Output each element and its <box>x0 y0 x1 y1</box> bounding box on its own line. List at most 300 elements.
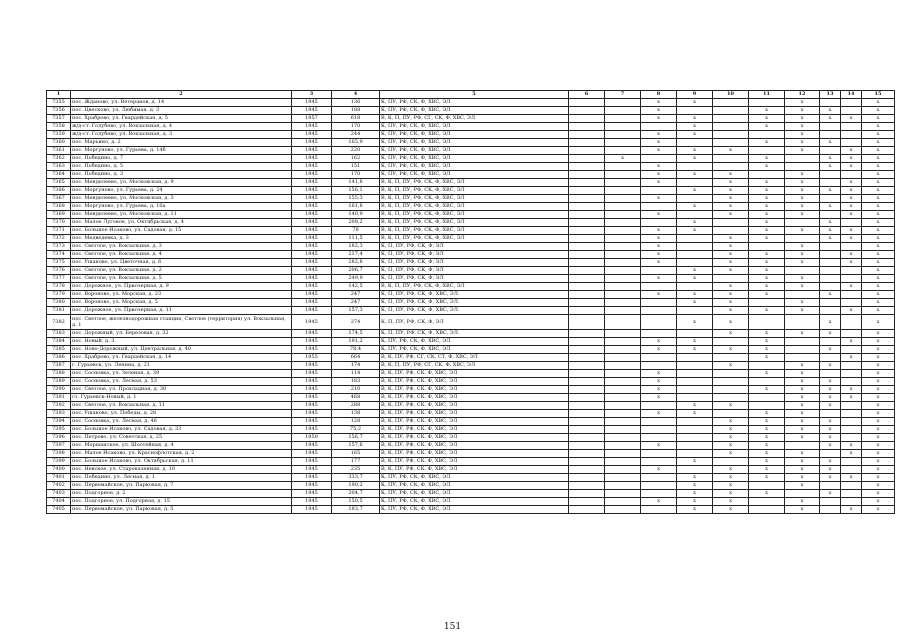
mark-cell <box>605 474 641 482</box>
mark-cell: x <box>862 187 895 195</box>
area-cell: 78,4 <box>332 346 380 354</box>
area-cell: 468 <box>332 394 380 402</box>
mark-cell <box>605 243 641 251</box>
systems-cell: К, ПУ, РФ, СК, Ф, ХВС, ЭЛ <box>380 147 569 155</box>
row-number-cell: 7375 <box>47 259 71 267</box>
mark-cell <box>841 410 862 418</box>
mark-cell <box>785 354 820 362</box>
area-cell: 155,3 <box>332 195 380 203</box>
mark-cell: x <box>749 490 785 498</box>
year-cell: 1945 <box>292 195 332 203</box>
mark-cell: x <box>641 338 677 346</box>
systems-cell: В, К, ПУ, РФ, СК, Ф, ХВС, ЭЛ <box>380 434 569 442</box>
mark-cell <box>841 362 862 370</box>
mark-cell: x <box>841 450 862 458</box>
mark-cell: x <box>841 115 862 123</box>
mark-cell <box>677 394 713 402</box>
mark-cell <box>569 251 605 259</box>
mark-cell <box>820 179 841 187</box>
mark-cell: x <box>641 227 677 235</box>
year-cell: 1945 <box>292 259 332 267</box>
mark-cell <box>820 147 841 155</box>
mark-cell <box>841 275 862 283</box>
mark-cell <box>569 203 605 211</box>
mark-cell <box>677 235 713 243</box>
mark-cell <box>605 386 641 394</box>
mark-cell <box>820 354 841 362</box>
row-number-cell: 7365 <box>47 179 71 187</box>
mark-cell: x <box>820 490 841 498</box>
systems-cell: К, П, ПУ, РФ, СК, Ф, ЭЛ <box>380 243 569 251</box>
year-cell: 1945 <box>292 187 332 195</box>
mark-cell: x <box>820 362 841 370</box>
mark-cell <box>749 482 785 490</box>
mark-cell: x <box>862 227 895 235</box>
mark-cell: x <box>749 410 785 418</box>
mark-cell <box>605 362 641 370</box>
area-cell: 190,2 <box>332 482 380 490</box>
mark-cell: x <box>785 498 820 506</box>
mark-cell: x <box>677 155 713 163</box>
mark-cell <box>677 243 713 251</box>
systems-cell: К, ПУ, РФ, СК, Ф, ХВС, ЭЛ <box>380 155 569 163</box>
mark-cell: x <box>785 283 820 291</box>
year-cell: 1945 <box>292 410 332 418</box>
mark-cell: x <box>677 299 713 307</box>
mark-cell <box>605 163 641 171</box>
mark-cell: x <box>749 283 785 291</box>
mark-cell: x <box>785 426 820 434</box>
year-cell: 1945 <box>292 123 332 131</box>
mark-cell <box>605 378 641 386</box>
area-cell: 140,9 <box>332 211 380 219</box>
table-row <box>47 219 895 227</box>
systems-cell: В, К, П, ПУ, РФ, СК, Ф, ХВС, ЭЛ <box>380 227 569 235</box>
mark-cell <box>569 490 605 498</box>
row-number-cell: 7377 <box>47 275 71 283</box>
mark-cell: x <box>841 195 862 203</box>
mark-cell: x <box>677 227 713 235</box>
mark-cell <box>749 171 785 179</box>
mark-cell <box>820 450 841 458</box>
area-cell: 157,3 <box>332 307 380 315</box>
area-cell: 618 <box>332 115 380 123</box>
mark-cell: x <box>862 482 895 490</box>
mark-cell <box>605 402 641 410</box>
mark-cell <box>841 378 862 386</box>
mark-cell: x <box>641 275 677 283</box>
mark-cell: x <box>785 107 820 115</box>
mark-cell <box>677 330 713 338</box>
table-row <box>47 474 895 482</box>
mark-cell: x <box>785 227 820 235</box>
mark-cell: x <box>749 155 785 163</box>
table-row <box>47 418 895 426</box>
address-cell: пос. Невское, ул. Староказенная, д. 10 <box>71 466 292 474</box>
mark-cell: x <box>713 267 749 275</box>
mark-cell: x <box>862 99 895 107</box>
mark-cell <box>713 139 749 147</box>
mark-cell <box>569 362 605 370</box>
year-cell: 1945 <box>292 450 332 458</box>
mark-cell: x <box>641 442 677 450</box>
mark-cell: x <box>749 139 785 147</box>
mark-cell <box>569 179 605 187</box>
mark-cell <box>677 354 713 362</box>
year-cell: 1945 <box>292 346 332 354</box>
mark-cell: x <box>820 402 841 410</box>
area-cell: 138 <box>332 410 380 418</box>
mark-cell <box>605 394 641 402</box>
mark-cell: x <box>713 147 749 155</box>
mark-cell <box>605 418 641 426</box>
row-number-cell: 7371 <box>47 227 71 235</box>
mark-cell <box>841 171 862 179</box>
address-cell: пос. Менделеево, ул. Московская, д. 9 <box>71 179 292 187</box>
mark-cell: x <box>862 251 895 259</box>
row-number-cell: 7403 <box>47 490 71 498</box>
mark-cell <box>677 211 713 219</box>
mark-cell: x <box>841 338 862 346</box>
area-cell: 208,2 <box>332 219 380 227</box>
column-header: 15 <box>862 91 895 99</box>
mark-cell: x <box>713 315 749 330</box>
mark-cell <box>641 299 677 307</box>
row-number-cell: 7383 <box>47 330 71 338</box>
mark-cell <box>569 131 605 139</box>
area-cell: 170 <box>332 171 380 179</box>
mark-cell <box>820 410 841 418</box>
area-cell: 191,2 <box>332 338 380 346</box>
mark-cell: x <box>862 107 895 115</box>
mark-cell <box>605 179 641 187</box>
mark-cell: x <box>677 99 713 107</box>
mark-cell <box>713 394 749 402</box>
mark-cell <box>641 418 677 426</box>
table-row <box>47 386 895 394</box>
area-cell: 206,7 <box>332 267 380 275</box>
mark-cell <box>641 123 677 131</box>
systems-cell: К, П, ПУ, РФ, СК, Ф, ХВС, ЭЛ <box>380 299 569 307</box>
mark-cell <box>641 482 677 490</box>
area-cell: 156,7 <box>332 434 380 442</box>
mark-cell <box>605 498 641 506</box>
mark-cell: x <box>785 187 820 195</box>
year-cell: 1945 <box>292 251 332 259</box>
mark-cell <box>569 291 605 299</box>
mark-cell <box>569 139 605 147</box>
mark-cell: x <box>641 211 677 219</box>
mark-cell: x <box>677 275 713 283</box>
mark-cell: x <box>641 410 677 418</box>
year-cell: 1945 <box>292 474 332 482</box>
mark-cell <box>569 211 605 219</box>
area-cell: 282,8 <box>332 259 380 267</box>
mark-cell <box>569 99 605 107</box>
mark-cell: x <box>713 402 749 410</box>
mark-cell: x <box>862 283 895 291</box>
column-header: 11 <box>749 91 785 99</box>
address-cell: пос. Дорожное, ул. Приозерная, д. 9 <box>71 283 292 291</box>
row-number-cell: 7398 <box>47 450 71 458</box>
area-cell: 183,7 <box>332 506 380 514</box>
mark-cell: x <box>862 219 895 227</box>
year-cell: 1945 <box>292 219 332 227</box>
year-cell: 1945 <box>292 458 332 466</box>
mark-cell: x <box>820 115 841 123</box>
mark-cell <box>713 219 749 227</box>
column-header: 8 <box>641 91 677 99</box>
row-number-cell: 7393 <box>47 410 71 418</box>
mark-cell <box>569 219 605 227</box>
systems-cell: В, К, ПУ, РФ, СК, Ф, ХВС, ЭЛ <box>380 458 569 466</box>
year-cell: 1945 <box>292 107 332 115</box>
address-cell: пос. Храброво, ул. Гвардейская, д. 14 <box>71 354 292 362</box>
mark-cell: x <box>641 139 677 147</box>
mark-cell: x <box>820 203 841 211</box>
address-cell: пос. Моргуново, ул. Гурьева, д. 10а <box>71 203 292 211</box>
mark-cell <box>605 291 641 299</box>
table-row <box>47 482 895 490</box>
mark-cell: x <box>677 131 713 139</box>
area-cell: 274 <box>332 315 380 330</box>
year-cell: 1945 <box>292 283 332 291</box>
address-cell: г. Гурьевск, ул. Ленина, д. 21 <box>71 362 292 370</box>
mark-cell <box>749 362 785 370</box>
mark-cell: x <box>641 163 677 171</box>
mark-cell: x <box>862 386 895 394</box>
mark-cell: x <box>713 211 749 219</box>
mark-cell: x <box>749 275 785 283</box>
mark-cell: x <box>749 338 785 346</box>
year-cell: 1945 <box>292 163 332 171</box>
mark-cell: x <box>677 474 713 482</box>
systems-cell: К, ПУ, РФ, СК, Ф, ХВС, ЭЛ <box>380 346 569 354</box>
mark-cell: x <box>785 99 820 107</box>
mark-cell: x <box>862 418 895 426</box>
year-cell: 1945 <box>292 99 332 107</box>
table-row <box>47 450 895 458</box>
mark-cell: x <box>862 171 895 179</box>
mark-cell <box>785 338 820 346</box>
mark-cell: x <box>785 147 820 155</box>
mark-cell: x <box>641 107 677 115</box>
year-cell: 1945 <box>292 338 332 346</box>
address-cell: пос. Ново-Дорожный, ул. Центральная, д. 40 <box>71 346 292 354</box>
area-cell: 188 <box>332 107 380 115</box>
mark-cell: x <box>862 139 895 147</box>
mark-cell: x <box>749 370 785 378</box>
mark-cell <box>677 195 713 203</box>
mark-cell: x <box>862 394 895 402</box>
mark-cell <box>749 506 785 514</box>
mark-cell: x <box>862 490 895 498</box>
mark-cell <box>641 490 677 498</box>
mark-cell: x <box>713 243 749 251</box>
mark-cell <box>749 243 785 251</box>
row-number-cell: 7367 <box>47 195 71 203</box>
mark-cell: x <box>862 275 895 283</box>
mark-cell <box>820 171 841 179</box>
table-row <box>47 267 895 275</box>
mark-cell: x <box>713 426 749 434</box>
address-cell: пос. Малое Исаково, ул. Краснофлотская, д. 2 <box>71 450 292 458</box>
mark-cell <box>841 99 862 107</box>
mark-cell: x <box>785 386 820 394</box>
mark-cell: x <box>785 418 820 426</box>
mark-cell: x <box>677 219 713 227</box>
mark-cell <box>841 426 862 434</box>
mark-cell <box>605 251 641 259</box>
mark-cell: x <box>713 171 749 179</box>
systems-cell: В, К, ПУ, РФ, СГ, СК, СТ, Ф, ХВС, ЭЛ <box>380 354 569 362</box>
year-cell: 1945 <box>292 155 332 163</box>
year-cell: 1945 <box>292 426 332 434</box>
mark-cell: x <box>749 195 785 203</box>
mark-cell <box>569 506 605 514</box>
mark-cell: x <box>785 402 820 410</box>
area-cell: 235 <box>332 466 380 474</box>
address-cell: пос. Моргуново, ул. Гурьева, д. 24 <box>71 187 292 195</box>
mark-cell: x <box>749 346 785 354</box>
systems-cell: К, ПУ, РФ, СК, Ф, ХВС, ЭЛ <box>380 99 569 107</box>
year-cell: 1945 <box>292 330 332 338</box>
mark-cell <box>569 466 605 474</box>
mark-cell: x <box>841 163 862 171</box>
mark-cell: x <box>841 474 862 482</box>
address-cell: пос. Сосновка, ул. Зеленая, д. 39 <box>71 370 292 378</box>
mark-cell <box>820 211 841 219</box>
mark-cell: x <box>749 259 785 267</box>
mark-cell: x <box>713 291 749 299</box>
systems-cell: К, П, ПУ, РФ, СК, Ф, ЭЛ <box>380 275 569 283</box>
table-row <box>47 442 895 450</box>
mark-cell <box>749 147 785 155</box>
address-cell: пос. Первомайское, ул. Парковая, д. 7 <box>71 482 292 490</box>
mark-cell: x <box>862 163 895 171</box>
mark-cell: x <box>862 402 895 410</box>
mark-cell: x <box>785 434 820 442</box>
mark-cell: x <box>820 426 841 434</box>
mark-cell <box>605 211 641 219</box>
mark-cell <box>605 458 641 466</box>
mark-cell <box>820 506 841 514</box>
mark-cell: x <box>713 283 749 291</box>
year-cell: 1945 <box>292 362 332 370</box>
mark-cell: x <box>749 434 785 442</box>
mark-cell: x <box>862 378 895 386</box>
mark-cell <box>605 338 641 346</box>
mark-cell <box>820 259 841 267</box>
systems-cell: К, П, ПУ, РФ, СК, Ф, ХВС, ЭЛ <box>380 291 569 299</box>
systems-cell: К, ПУ, РФ, СК, Ф, ХВС, ЭЛ <box>380 338 569 346</box>
mark-cell: x <box>785 482 820 490</box>
mark-cell <box>713 131 749 139</box>
mark-cell <box>569 227 605 235</box>
mark-cell: x <box>820 434 841 442</box>
mark-cell <box>569 386 605 394</box>
table-row <box>47 346 895 354</box>
address-cell: пос. Ушаково, ул. Цветочная, д. 6 <box>71 259 292 267</box>
mark-cell <box>569 418 605 426</box>
mark-cell <box>605 195 641 203</box>
area-cell: 111,5 <box>332 235 380 243</box>
row-number-cell: 7387 <box>47 362 71 370</box>
mark-cell <box>605 330 641 338</box>
mark-cell: x <box>713 179 749 187</box>
mark-cell <box>820 307 841 315</box>
year-cell: 1945 <box>292 482 332 490</box>
mark-cell <box>605 275 641 283</box>
address-cell: пос. Цветково, ул. Любимая, д. 3 <box>71 107 292 115</box>
mark-cell <box>569 243 605 251</box>
mark-cell <box>605 506 641 514</box>
mark-cell <box>605 307 641 315</box>
systems-cell: К, ПУ, РФ, СК, Ф, ХВС, ЭЛ <box>380 163 569 171</box>
address-cell: пос. Победино, д. 5 <box>71 163 292 171</box>
mark-cell <box>841 370 862 378</box>
mark-cell <box>713 227 749 235</box>
mark-cell: x <box>641 99 677 107</box>
mark-cell <box>641 474 677 482</box>
mark-cell: x <box>841 251 862 259</box>
mark-cell: x <box>841 442 862 450</box>
register-table-container <box>46 90 895 514</box>
mark-cell <box>713 123 749 131</box>
mark-cell <box>605 115 641 123</box>
mark-cell <box>677 362 713 370</box>
address-cell: пос. Победино, д. 7 <box>71 155 292 163</box>
systems-cell: В, К, П, ПУ, РФ, СК, Ф, ХВС, ЭЛ <box>380 283 569 291</box>
mark-cell: x <box>641 386 677 394</box>
table-row <box>47 259 895 267</box>
mark-cell: x <box>641 346 677 354</box>
systems-cell: К, П, ПУ, РФ, СК, Ф, ЭЛ <box>380 259 569 267</box>
area-cell: 162 <box>332 155 380 163</box>
mark-cell: x <box>677 402 713 410</box>
area-cell: 244 <box>332 131 380 139</box>
mark-cell <box>605 139 641 147</box>
table-row <box>47 434 895 442</box>
mark-cell <box>677 426 713 434</box>
systems-cell: В, К, П, ПУ, РФ, СК, Ф, ХВС, ЭЛ <box>380 235 569 243</box>
mark-cell <box>569 171 605 179</box>
row-number-cell: 7405 <box>47 506 71 514</box>
mark-cell: x <box>862 506 895 514</box>
mark-cell: x <box>785 123 820 131</box>
mark-cell <box>569 442 605 450</box>
year-cell: 1945 <box>292 211 332 219</box>
mark-cell: x <box>820 219 841 227</box>
systems-cell: В, К, ПУ, РФ, СК, Ф, ХВС, ЭЛ <box>380 418 569 426</box>
systems-cell: В, К, ПУ, РФ, СК, Ф, ХВС, ЭЛ <box>380 378 569 386</box>
mark-cell <box>569 474 605 482</box>
table-row <box>47 394 895 402</box>
mark-cell: x <box>862 299 895 307</box>
year-cell: 1945 <box>292 370 332 378</box>
systems-cell: К, ПУ, РФ, СК, Ф, ХВС, ЭЛ <box>380 482 569 490</box>
mark-cell <box>641 155 677 163</box>
mark-cell: x <box>841 354 862 362</box>
mark-cell <box>641 307 677 315</box>
mark-cell: x <box>785 259 820 267</box>
mark-cell: x <box>749 123 785 131</box>
mark-cell <box>713 115 749 123</box>
mark-cell <box>677 418 713 426</box>
mark-cell: x <box>841 394 862 402</box>
address-cell: пос. Петрово, ул. Советская, д. 25 <box>71 434 292 442</box>
table-row <box>47 283 895 291</box>
